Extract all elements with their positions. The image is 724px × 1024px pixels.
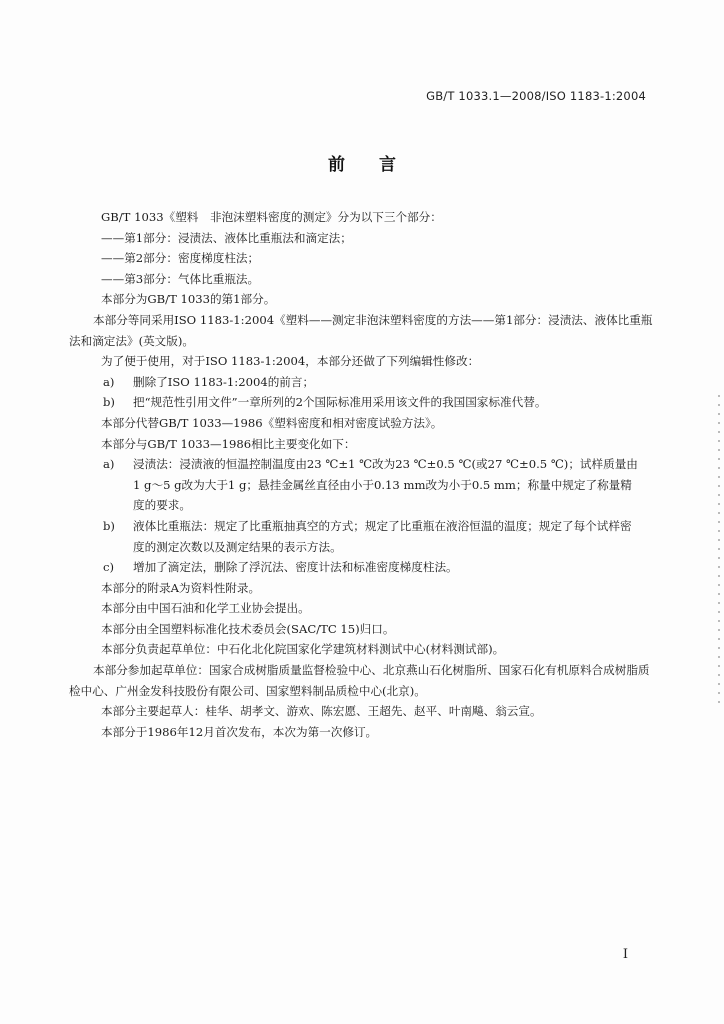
paragraph-adoption: 本部分等同采用ISO 1183-1:2004《塑料——测定非泡沫塑料密度的方法——第1部分：浸渍法、液体比重瓶法和滴定法》(英文版)。: [69, 312, 653, 348]
paragraph-intro: GB/T 1033《塑料 非泡沫塑料密度的测定》分为以下三个部分：: [101, 210, 442, 224]
paragraph-part-statement: 本部分为GB/T 1033的第1部分。: [101, 292, 276, 307]
paragraph-proposed-by: 本部分由中国石油和化学工业协会提出。: [101, 601, 310, 616]
page-title: 前言: [328, 155, 430, 175]
list-item-editorial-a: [83, 372, 643, 393]
list-item-part1: ——第1部分：浸渍法、液体比重瓶法和滴定法；: [101, 230, 352, 245]
list-marker: a): [103, 457, 115, 472]
paragraph-history: 本部分于1986年12月首次发布，本次为第一次修订。: [101, 724, 378, 739]
paragraph-replaces: 本部分代替GB/T 1033—1986《塑料密度和相对密度试验方法》。: [101, 415, 443, 430]
list-item-change-b: [83, 516, 643, 557]
list-item-text: 删除了ISO 1183-1:2004的前言；: [133, 374, 315, 389]
list-marker: c): [103, 560, 115, 575]
paragraph-editorial-intro: 为了便于使用，对于ISO 1183-1:2004，本部分还做了下列编辑性修改：: [101, 354, 480, 369]
list-item-change-a: [83, 454, 643, 516]
standard-number: GB/T 1033.1—2008/ISO 1183-1:2004: [426, 89, 646, 103]
list-item-text: 把“规范性引用文件”一章所列的2个国际标准用采用该文件的我国国家标准代替。: [133, 395, 547, 410]
foreword-body: [69, 207, 653, 742]
paragraph-annex: 本部分的附录A为资料性附录。: [101, 580, 261, 595]
page-number: I: [622, 947, 628, 962]
paragraph-drafting-participants: 本部分参加起草单位：国家合成树脂质量监督检验中心、北京燕山石化树脂所、国家石化有机原料合成树脂质检中心、广州金发科技股份有限公司、国家塑料制品质检中心(北京)。: [69, 663, 650, 698]
list-marker: a): [103, 374, 115, 389]
list-item-editorial-b: [83, 392, 643, 413]
list-marker: b): [103, 518, 115, 533]
paragraph-changes-intro: 本部分与GB/T 1033—1986相比主要变化如下：: [101, 436, 356, 451]
list-item-part2: ——第2部分：密度梯度柱法；: [101, 251, 260, 266]
list-item-part3: ——第3部分：气体比重瓶法。: [101, 271, 260, 286]
paragraph-drafting-lead: 本部分负责起草单位：中石化北化院国家化学建筑材料测试中心(材料测试部)。: [101, 642, 505, 657]
list-marker: b): [103, 395, 115, 410]
list-item-text: 浸渍法：浸渍液的恒温控制温度由23 ℃±1 ℃改为23 ℃±0.5 ℃(或27 ℃±0.5 ℃)；试样质量由1 g～5 g改为大于1 g；悬挂金属丝直径由小于0.13 mm改为小于0.5 mm；称量中规定了称量精度的要求。: [133, 457, 638, 513]
list-item-change-c: [83, 557, 643, 578]
paragraph-technical-committee: 本部分由全国塑料标准化技术委员会(SAC/TC 15)归口。: [101, 621, 395, 636]
list-item-text: 液体比重瓶法：规定了比重瓶抽真空的方式；规定了比重瓶在液浴恒温的温度；规定了每个试样密度的测定次数以及测定结果的表示方法。: [133, 518, 632, 554]
list-item-text: 增加了滴定法，删除了浮沉法、密度计法和标准密度梯度柱法。: [133, 560, 458, 575]
paragraph-drafters: 本部分主要起草人：桂华、胡孝文、游欢、陈宏愿、王超先、赵平、叶南飚、翁云宣。: [101, 704, 542, 719]
scan-edge-marks: [718, 395, 720, 705]
